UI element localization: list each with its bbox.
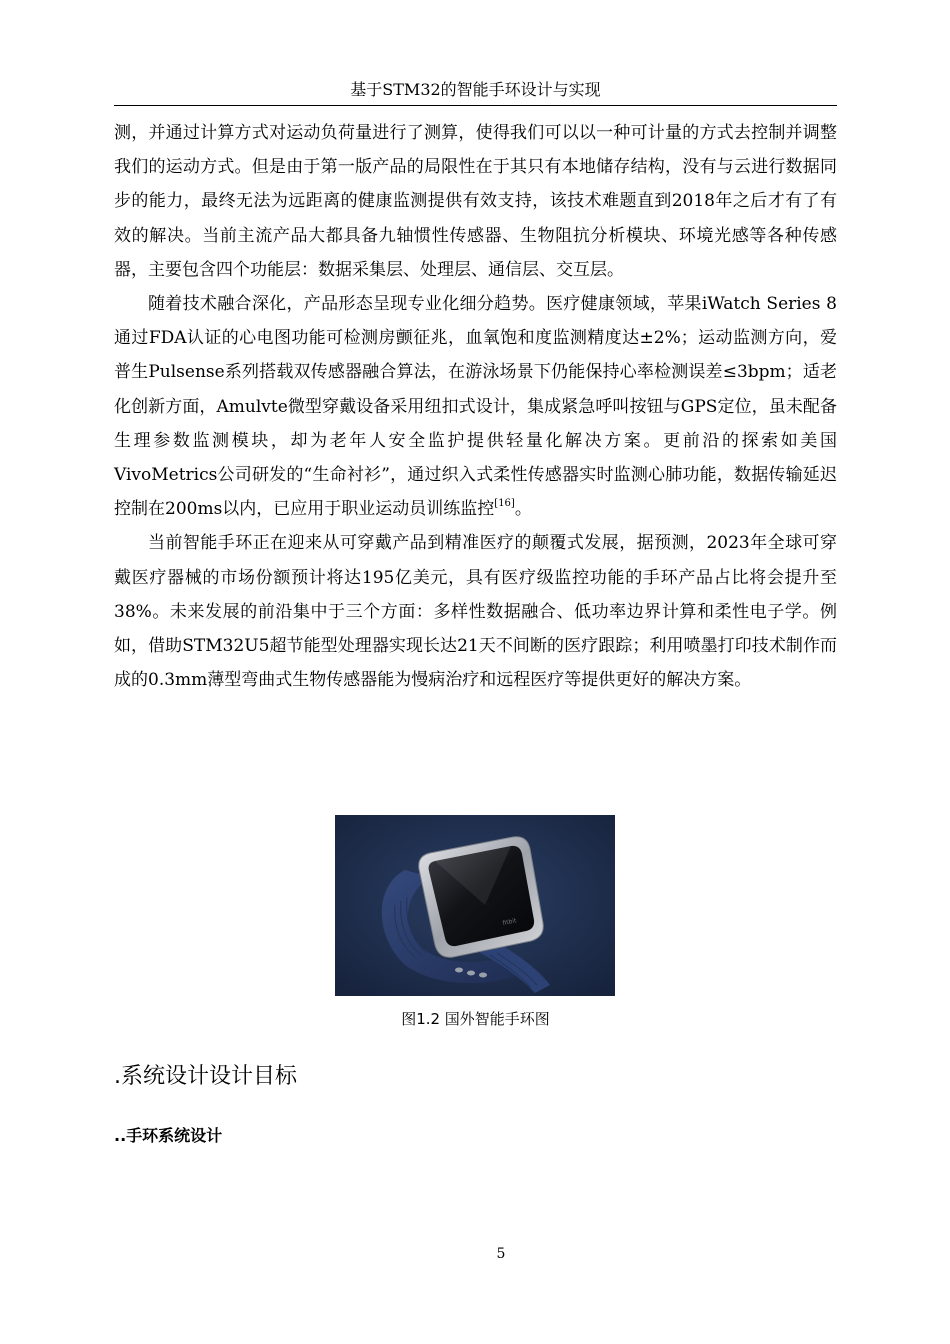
citation-16: [16] xyxy=(494,498,515,510)
running-header xyxy=(114,79,837,106)
page-number: 5 xyxy=(496,1246,506,1262)
figure-caption: 图1.2 国外智能手环图 xyxy=(401,1010,550,1028)
watch-brand-logo: fitbit xyxy=(501,917,518,927)
paragraph-2-text: 随着技术融合深化，产品形态呈现专业化细分趋势。医疗健康领域，苹果iWatch Series 8通过FDA认证的心电图功能可检测房颤征兆，血氧饱和度监测精度达±2%；运动监测方向，爱普生Pulsense系列搭载双传感器融合算法，在游泳场景下仍能保持心率检测误差≤3bpm；适老化创新方面，Amulvte微型穿戴设备采用纽扣式设计，集成紧急呼叫按钮与GPS定位，虽未配备生理参数监测模块，却为老年人安全监护提供轻量化解决方案。更前沿的探索如美国VivoMetrics公司研发的“生命衬衫”，通过织入式柔性传感器实时监测心肺功能，数据传输延迟控制在200ms以内，已应用于职业运动员训练监控 xyxy=(114,294,837,520)
section-heading: .系统设计设计目标 xyxy=(114,1064,297,1089)
paragraph-2 xyxy=(114,287,837,526)
running-header-title: 基于STM32的智能手环设计与实现 xyxy=(350,80,601,99)
smartwatch-figure xyxy=(335,815,615,996)
paragraph-1: 测，并通过计算方式对运动负荷量进行了测算，使得我们可以以一种可计量的方式去控制并调整我们的运动方式。但是由于第一版产品的局限性在于其只有本地储存结构，没有与云进行数据同步的能力，最终无法为远距离的健康监测提供有效支持，该技术难题直到2018年之后才有了有效的解决。当前主流产品大都具备九轴惯性传感器、生物阻抗分析模块、环境光感等各种传感器，主要包含四个功能层：数据采集层、处理层、通信层、交互层。 xyxy=(114,123,837,280)
paragraph-3: 当前智能手环正在迎来从可穿戴产品到精准医疗的颠覆式发展，据预测，2023年全球可穿戴医疗器械的市场份额预计将达195亿美元，具有医疗级监控功能的手环产品占比将会提升至38%。未来发展的前沿集中于三个方面：多样性数据融合、低功率边界计算和柔性电子学。例如，借助STM32U5超节能型处理器实现长达21天不间断的医疗跟踪；利用喷墨打印技术制作而成的0.3mm薄型弯曲式生物传感器能为慢病治疗和远程医疗等提供更好的解决方案。 xyxy=(114,533,837,691)
paragraph-2-end: 。 xyxy=(514,499,532,520)
subsection-heading: ..手环系统设计 xyxy=(114,1126,223,1145)
body-text xyxy=(114,116,837,697)
